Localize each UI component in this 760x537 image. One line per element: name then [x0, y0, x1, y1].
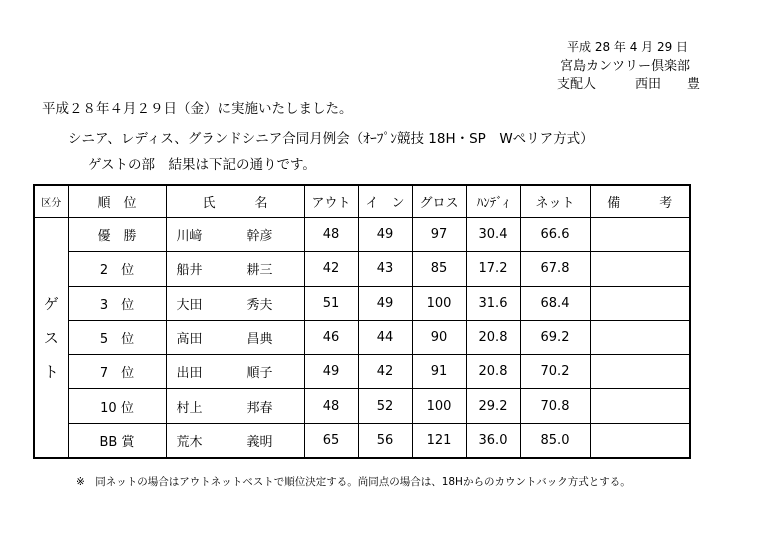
remarks-cell: [590, 389, 690, 423]
in-score-cell: 52: [358, 389, 412, 423]
header-handicap: ﾊﾝﾃﾞｨ: [466, 185, 520, 218]
category-char: ス: [43, 328, 59, 347]
gross-score-cell: 90: [412, 320, 466, 354]
manager-name: 西田 豊: [634, 77, 700, 92]
out-score-cell: 48: [304, 389, 358, 423]
handicap-cell: 29.2: [466, 389, 520, 423]
header-in: イ ン: [358, 185, 412, 218]
footnote: ※ 同ネットの場合はアウトネットベストで順位決定する。尚同点の場合は、18Hからのカウントバック方式とする。: [76, 476, 631, 488]
handicap-cell: 20.8: [466, 320, 520, 354]
in-score-cell: 49: [358, 286, 412, 320]
given-name: 昌典: [246, 331, 273, 347]
given-name: 邦春: [246, 400, 273, 416]
intro-text: 平成２８年４月２９日（金）に実施いたしました。: [42, 101, 353, 117]
handicap-cell: 17.2: [466, 252, 520, 286]
table-row: [34, 320, 690, 354]
surname: 荒木: [176, 434, 203, 450]
results-table: [33, 184, 691, 459]
net-score-cell: 68.4: [520, 286, 590, 320]
net-score-cell: 70.8: [520, 389, 590, 423]
header-category: 区分: [34, 185, 68, 218]
name-cell: [166, 423, 304, 458]
remarks-cell: [590, 423, 690, 458]
handicap-cell: 36.0: [466, 423, 520, 458]
given-name: 秀夫: [246, 297, 273, 313]
manager-signature: [557, 73, 700, 92]
in-score-cell: 44: [358, 320, 412, 354]
player-name: [167, 328, 304, 347]
out-score-cell: 48: [304, 218, 358, 252]
header-out: アウト: [304, 185, 358, 218]
header-remarks: 備 考: [590, 185, 690, 218]
category-char: ト: [43, 362, 59, 381]
player-name: [167, 225, 304, 244]
surname: 出田: [176, 366, 203, 382]
player-name: [167, 397, 304, 416]
name-cell: [166, 355, 304, 389]
rank-cell: 優 勝: [68, 218, 166, 252]
net-score-cell: 67.8: [520, 252, 590, 286]
gross-score-cell: 91: [412, 355, 466, 389]
net-score-cell: 85.0: [520, 423, 590, 458]
in-score-cell: 43: [358, 252, 412, 286]
out-score-cell: 51: [304, 286, 358, 320]
rank-cell: 10 位: [68, 389, 166, 423]
name-cell: [166, 252, 304, 286]
club-name: 宮島カンツリー倶楽部: [560, 59, 691, 74]
rank-cell: 5 位: [68, 320, 166, 354]
table-row: [34, 355, 690, 389]
header-gross: グロス: [412, 185, 466, 218]
handicap-cell: 31.6: [466, 286, 520, 320]
gross-score-cell: 100: [412, 286, 466, 320]
gross-score-cell: 97: [412, 218, 466, 252]
out-score-cell: 42: [304, 252, 358, 286]
manager-title: 支配人: [557, 77, 597, 92]
rank-cell: BB 賞: [68, 423, 166, 458]
name-cell: [166, 286, 304, 320]
table-row: [34, 218, 690, 252]
name-cell: [166, 389, 304, 423]
name-cell: [166, 218, 304, 252]
gross-score-cell: 100: [412, 389, 466, 423]
out-score-cell: 49: [304, 355, 358, 389]
surname: 村上: [176, 400, 203, 416]
handicap-cell: 30.4: [466, 218, 520, 252]
given-name: 義明: [246, 434, 273, 450]
net-score-cell: 66.6: [520, 218, 590, 252]
player-name: [167, 431, 304, 450]
table-row: [34, 252, 690, 286]
given-name: 耕三: [246, 263, 273, 279]
remarks-cell: [590, 320, 690, 354]
name-cell: [166, 320, 304, 354]
surname: 高田: [176, 331, 203, 347]
in-score-cell: 56: [358, 423, 412, 458]
category-char: ゲ: [43, 294, 59, 313]
event-title: シニア、レディス、グランドシニア合同月例会（ｵｰﾌﾟﾝ競技 18H・SP Wペリア方式）: [68, 131, 594, 147]
surname: 大田: [176, 297, 203, 313]
document-date: 平成 28 年 4 月 29 日: [567, 40, 689, 54]
remarks-cell: [590, 355, 690, 389]
rank-cell: 7 位: [68, 355, 166, 389]
handicap-cell: 20.8: [466, 355, 520, 389]
surname: 川﨑: [176, 229, 203, 245]
out-score-cell: 46: [304, 320, 358, 354]
player-name: [167, 362, 304, 381]
table-row: [34, 423, 690, 458]
given-name: 順子: [246, 366, 273, 382]
net-score-cell: 69.2: [520, 320, 590, 354]
table-row: [34, 286, 690, 320]
header-name: 氏 名: [166, 185, 304, 218]
guest-section-title: ゲストの部 結果は下記の通りです。: [88, 157, 316, 173]
header-net: ネット: [520, 185, 590, 218]
gross-score-cell: 121: [412, 423, 466, 458]
header-rank: 順 位: [68, 185, 166, 218]
in-score-cell: 49: [358, 218, 412, 252]
player-name: [167, 294, 304, 313]
category-cell: [34, 218, 68, 459]
table-header-row: [34, 185, 690, 218]
gross-score-cell: 85: [412, 252, 466, 286]
remarks-cell: [590, 252, 690, 286]
surname: 船井: [176, 263, 203, 279]
player-name: [167, 259, 304, 278]
rank-cell: 3 位: [68, 286, 166, 320]
net-score-cell: 70.2: [520, 355, 590, 389]
remarks-cell: [590, 218, 690, 252]
remarks-cell: [590, 286, 690, 320]
rank-cell: 2 位: [68, 252, 166, 286]
out-score-cell: 65: [304, 423, 358, 458]
in-score-cell: 42: [358, 355, 412, 389]
given-name: 幹彦: [246, 229, 273, 245]
table-row: [34, 389, 690, 423]
